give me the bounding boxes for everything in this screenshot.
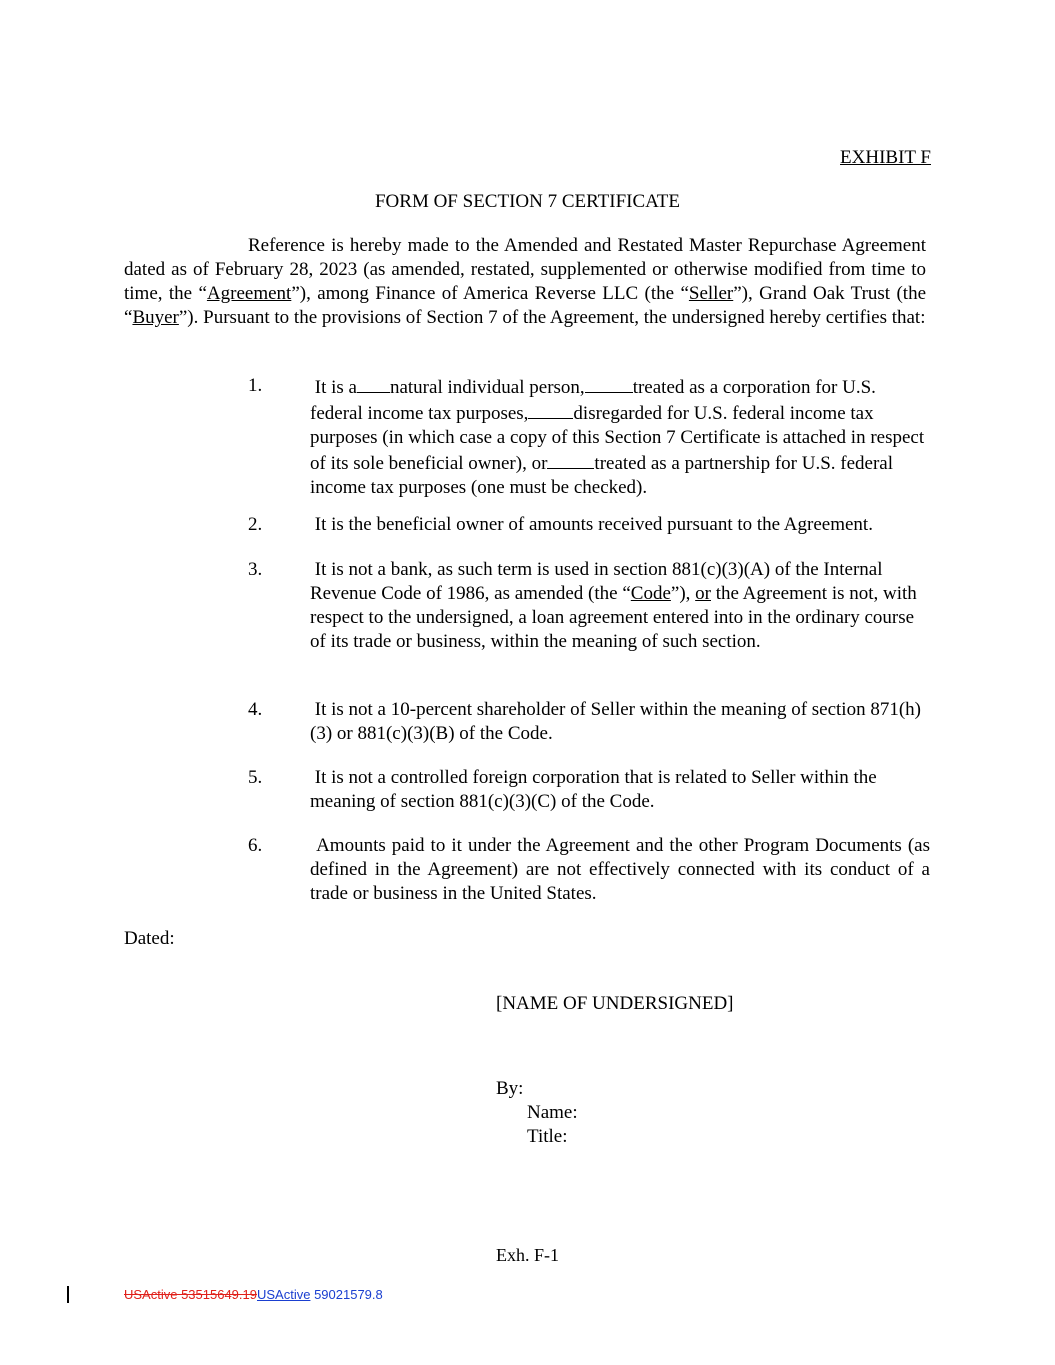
list-item-body [310, 558, 932, 654]
checkbox-blank[interactable] [547, 450, 594, 469]
document-title [0, 190, 1055, 214]
list-item [248, 374, 932, 500]
defined-term-buyer: Buyer [132, 307, 179, 328]
list-item-body [310, 698, 932, 746]
checkbox-blank[interactable] [585, 374, 633, 393]
document-title-text: FORM OF SECTION 7 CERTIFICATE [374, 191, 680, 212]
list-item [248, 834, 930, 906]
item-text: Amounts paid to it under the Agreement and the other Program Documents (as defined in the Agreement) are not effectively connected with its conduct of a trade or business in the United States. [310, 835, 931, 904]
page-number-text: Exh. F-1 [496, 1245, 559, 1265]
intro-text-1: Reference is hereby made to the Amended and Restated Master Repurchase Agreement dated as of February 28, 2023 (as amended, restated, supplemented or otherwise modified from time to time, the “ [124, 235, 926, 304]
item-text: the Agreement is not, with respect to the undersigned, a loan agreement entered into in the ordinary course of its trade or business, within the meaning of such section. [310, 583, 917, 652]
checkbox-blank[interactable] [528, 400, 573, 419]
signature-title-label: Title: [527, 1126, 568, 1147]
item-text: disregarded for U.S. federal income tax purposes (in which case a copy of this Section 7 Certificate is attached in respect of its sole beneficial owner), or [310, 403, 925, 474]
list-item [248, 766, 932, 814]
list-item-number: 2. [248, 514, 263, 535]
defined-term-code: Code [630, 583, 671, 604]
revision-change-bar [67, 1286, 69, 1303]
item-text: It is not a 10-percent shareholder of Seller within the meaning of section 871(h)(3) or 881(c)(3)(B) of the Code. [310, 699, 921, 744]
list-item-body [310, 766, 932, 814]
list-item-body [310, 513, 932, 537]
list-item [248, 513, 932, 537]
checkbox-blank[interactable] [357, 374, 390, 393]
list-item [248, 558, 932, 654]
defined-term-agreement: Agreement [206, 283, 292, 304]
dated-label: Dated: [124, 928, 175, 949]
item-text: It is not a controlled foreign corporation that is related to Seller within the meaning of section 881(c)(3)(C) of the Code. [310, 767, 877, 812]
defined-term-seller: Seller [688, 283, 734, 304]
item-text: It is the beneficial owner of amounts received pursuant to the Agreement. [314, 514, 873, 535]
list-item-number: 1. [248, 375, 263, 396]
intro-paragraph [124, 234, 926, 330]
document-id-inserted-number: 59021579.8 [310, 1287, 383, 1302]
list-item-number: 4. [248, 699, 263, 720]
intro-text-4: ”). Pursuant to the provisions of Section 7 of the Agreement, the undersigned hereby certifies that: [178, 307, 926, 328]
item-text: It is a [314, 377, 357, 398]
list-item-body [310, 374, 932, 500]
list-item-number: 5. [248, 767, 263, 788]
item-text: treated as a corporation for U.S. federal income tax purposes, [310, 377, 876, 424]
page-number [0, 1243, 1055, 1267]
list-item-number: 3. [248, 559, 263, 580]
item-text: It is not a bank, as such term is used in section 881(c)(3)(A) of the Internal Revenue Code of 1986, as amended (the “ [310, 559, 883, 604]
document-id-deleted: USActive 53515649.19 [124, 1287, 257, 1302]
exhibit-label: EXHIBIT F [840, 147, 931, 168]
item-text: treated as a partnership for U.S. federal income tax purposes (one must be checked). [310, 453, 894, 498]
list-item-number: 6. [248, 835, 263, 856]
signature-by-label: By: [496, 1078, 524, 1099]
document-id-inserted-prefix: USActive [256, 1287, 311, 1302]
signature-name-label: Name: [527, 1102, 578, 1123]
list-item-body [310, 834, 930, 906]
intro-text-2: ”), among Finance of America Reverse LLC (the “ [291, 283, 689, 304]
item-text: ”), [670, 583, 696, 604]
list-item [248, 698, 932, 746]
item-text: natural individual person, [389, 377, 585, 398]
intro-text-3: ”), Grand Oak Trust (the “ [124, 283, 927, 328]
emphasis-or: or [695, 583, 711, 604]
document-id [124, 1287, 383, 1303]
signatory-name-placeholder: [NAME OF UNDERSIGNED] [496, 993, 734, 1014]
